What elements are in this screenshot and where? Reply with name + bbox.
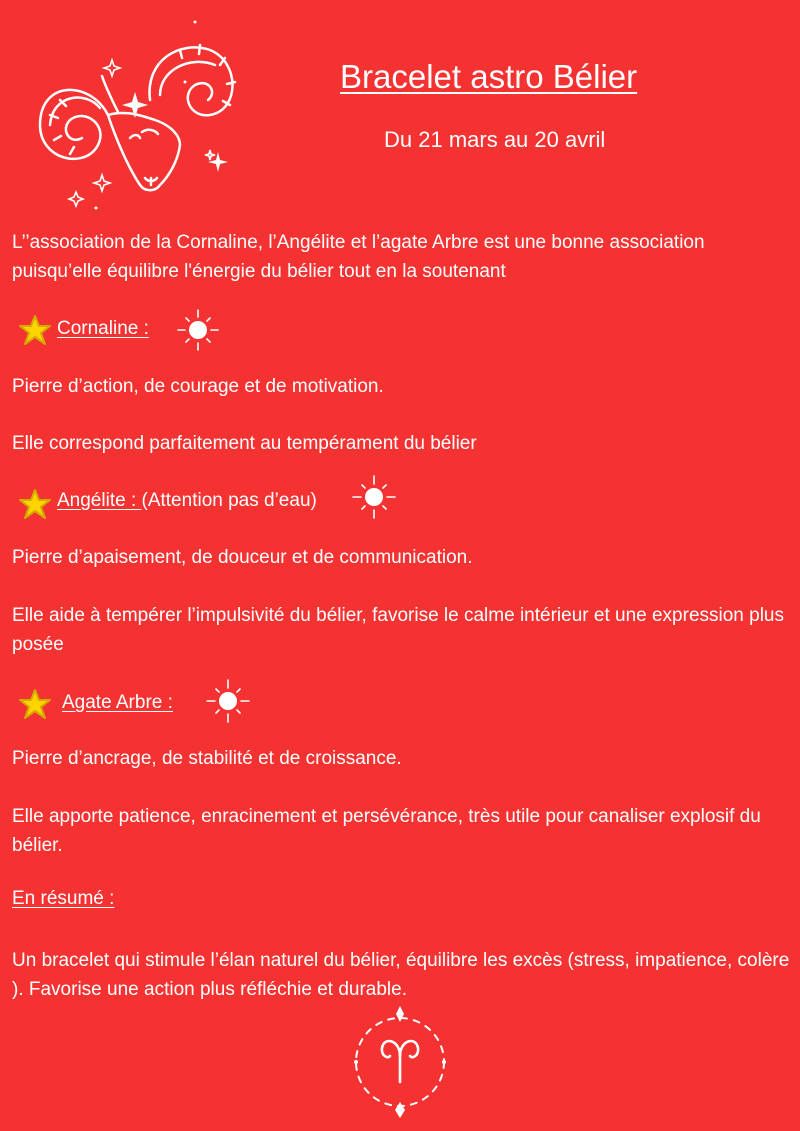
stone-name: Cornaline : bbox=[57, 318, 149, 339]
stone-line1: Pierre d’action, de courage et de motivation. bbox=[12, 376, 384, 397]
ram-head-icon bbox=[30, 20, 250, 220]
star-icon bbox=[18, 314, 52, 346]
stone-line2: Elle correspond parfaitement au tempérament du bélier bbox=[12, 433, 477, 454]
page-title: Bracelet astro Bélier bbox=[340, 58, 638, 95]
star-icon bbox=[18, 488, 52, 520]
stone-line1: Pierre d’ancrage, de stabilité et de croissance. bbox=[12, 748, 402, 769]
intro-paragraph: L’’association de la Cornaline, l’Angélite et l’agate Arbre est une bonne association puisqu’elle équilibre l'énergie du bélier tout en la soutenant bbox=[12, 232, 705, 282]
stone-line2: Elle apporte patience, enracinement et persévérance, très utile pour canaliser explosif du bélier. bbox=[12, 806, 761, 856]
aries-symbol-icon bbox=[348, 1004, 452, 1120]
summary-heading: En résumé : bbox=[12, 888, 115, 909]
date-range: Du 21 mars au 20 avril bbox=[384, 127, 606, 152]
sun-icon bbox=[351, 474, 397, 520]
summary-text: Un bracelet qui stimule l’élan naturel du bélier, équilibre les excès (stress, impatience, colère ). Favorise une action plus réfléchie et durable. bbox=[12, 950, 790, 1000]
sun-icon bbox=[205, 678, 251, 724]
stone-line2: Elle aide à tempérer l’impulsivité du bélier, favorise le calme intérieur et une expression plus posée bbox=[12, 605, 784, 655]
stone-note: (Attention pas d’eau) bbox=[141, 490, 317, 511]
stone-name: Agate Arbre : bbox=[62, 692, 173, 713]
star-icon bbox=[18, 688, 52, 720]
stone-name: Angélite : bbox=[57, 490, 142, 511]
stone-line1: Pierre d’apaisement, de douceur et de communication. bbox=[12, 547, 473, 568]
sun-icon bbox=[176, 308, 220, 352]
